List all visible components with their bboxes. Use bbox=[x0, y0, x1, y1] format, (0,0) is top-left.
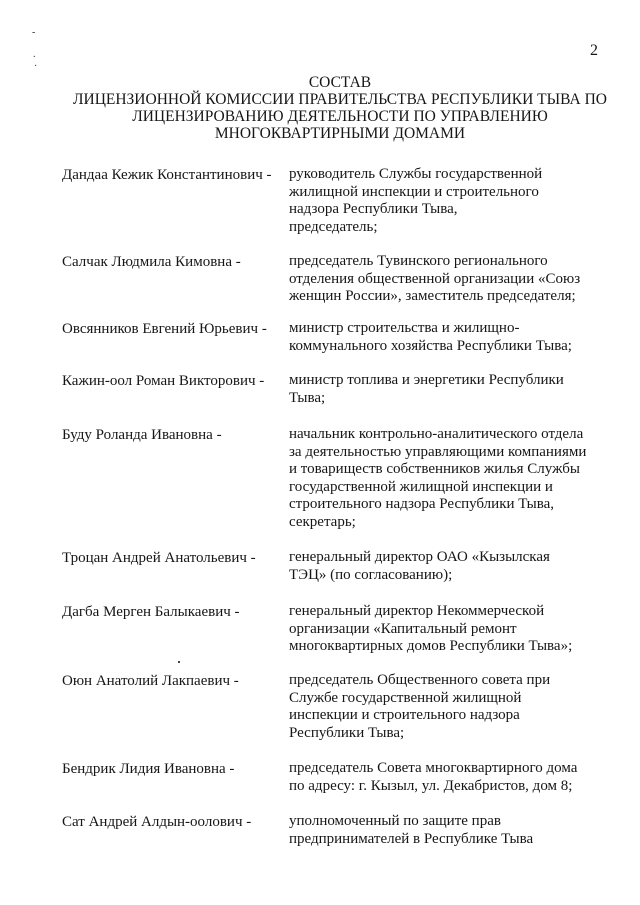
role-line: организации «Капитальный ремонт bbox=[289, 620, 517, 637]
role-line: по адресу: г. Кызыл, ул. Декабристов, дом 8; bbox=[289, 777, 573, 794]
member-role bbox=[289, 760, 609, 795]
member-name: Буду Роланда Ивановна - bbox=[62, 427, 222, 443]
title-line: СОСТАВ bbox=[308, 74, 372, 91]
member-role bbox=[289, 426, 609, 531]
role-line: министр строительства и жилищно- bbox=[289, 320, 520, 336]
margin-mark: · bbox=[34, 61, 38, 72]
role-line: строительного надзора Республики Тыва, bbox=[289, 496, 555, 512]
role-line: жилищной инспекции и строительного bbox=[289, 183, 539, 200]
role-line: инспекции и строительного надзора bbox=[289, 707, 520, 723]
member-name: Троцан Андрей Анатольевич - bbox=[62, 550, 256, 566]
role-line: Республики Тыва; bbox=[289, 724, 405, 741]
role-line: министр топлива и энергетики Республики bbox=[289, 372, 564, 388]
role-line: предпринимателей в Республике Тыва bbox=[289, 830, 534, 847]
title-line: МНОГОКВАРТИРНЫМИ ДОМАМИ bbox=[214, 125, 466, 142]
role-line: генеральный директор ОАО «Кызылская bbox=[289, 549, 550, 565]
role-line: многоквартирных домов Республики Тыва»; bbox=[289, 638, 573, 654]
member-name: Салчак Людмила Кимовна - bbox=[62, 254, 241, 270]
member-name: Бендрик Лидия Ивановна - bbox=[62, 761, 235, 777]
role-line: отделения общественной организации «Союз bbox=[289, 270, 581, 287]
member-name: Сат Андрей Алдын-оолович - bbox=[62, 814, 252, 830]
member-role bbox=[289, 603, 609, 656]
member-name: Оюн Анатолий Лакпаевич - bbox=[62, 673, 239, 689]
role-line: надзора Республики Тыва, bbox=[289, 201, 458, 217]
role-line: председатель Тувинского регионального bbox=[289, 253, 548, 269]
member-role bbox=[289, 672, 609, 742]
role-line: председатель; bbox=[289, 218, 378, 235]
title-line: ЛИЦЕНЗИОННОЙ КОМИССИИ ПРАВИТЕЛЬСТВА РЕСПУБЛИКИ ТЫВА ПО bbox=[72, 91, 607, 108]
role-line: коммунального хозяйства Республики Тыва; bbox=[289, 337, 572, 354]
role-line: секретарь; bbox=[289, 513, 356, 530]
member-role bbox=[289, 372, 609, 407]
margin-mark: . bbox=[33, 49, 36, 60]
title-line: ЛИЦЕНЗИРОВАНИЮ ДЕЯТЕЛЬНОСТИ ПО УПРАВЛЕНИЮ bbox=[132, 108, 548, 125]
member-role bbox=[289, 253, 609, 306]
role-line: председатель Совета многоквартирного дома bbox=[289, 760, 578, 776]
role-line: ТЭЦ» (по согласованию); bbox=[289, 566, 453, 583]
role-line: и товариществ собственников жилья Службы bbox=[289, 461, 580, 477]
role-line: Службе государственной жилищной bbox=[289, 689, 522, 706]
role-line: руководитель Службы государственной bbox=[289, 166, 543, 182]
member-role bbox=[289, 166, 609, 236]
member-name: Овсянников Евгений Юрьевич - bbox=[62, 321, 267, 337]
role-line: начальник контрольно-аналитического отдела bbox=[289, 426, 584, 442]
page-number: 2 bbox=[590, 42, 598, 59]
margin-mark: - bbox=[32, 27, 36, 38]
member-role bbox=[289, 549, 609, 584]
role-line: уполномоченный по защите прав bbox=[289, 813, 501, 829]
member-name: Дагба Мерген Балыкаевич - bbox=[62, 604, 240, 620]
role-line: женщин России», заместитель председателя; bbox=[289, 288, 576, 304]
role-line: Тыва; bbox=[289, 389, 326, 406]
member-role bbox=[289, 320, 609, 355]
member-role bbox=[289, 813, 609, 848]
document-title bbox=[40, 74, 640, 142]
member-name: Дандаа Кежик Константинович - bbox=[62, 167, 272, 183]
stray-dot bbox=[178, 661, 180, 663]
role-line: генеральный директор Некоммерческой bbox=[289, 603, 545, 619]
role-line: председатель Общественного совета при bbox=[289, 672, 551, 688]
role-line: государственной жилищной инспекции и bbox=[289, 478, 553, 495]
role-line: за деятельностью управляющими компаниями bbox=[289, 443, 587, 460]
member-name: Кажин-оол Роман Викторович - bbox=[62, 373, 265, 389]
